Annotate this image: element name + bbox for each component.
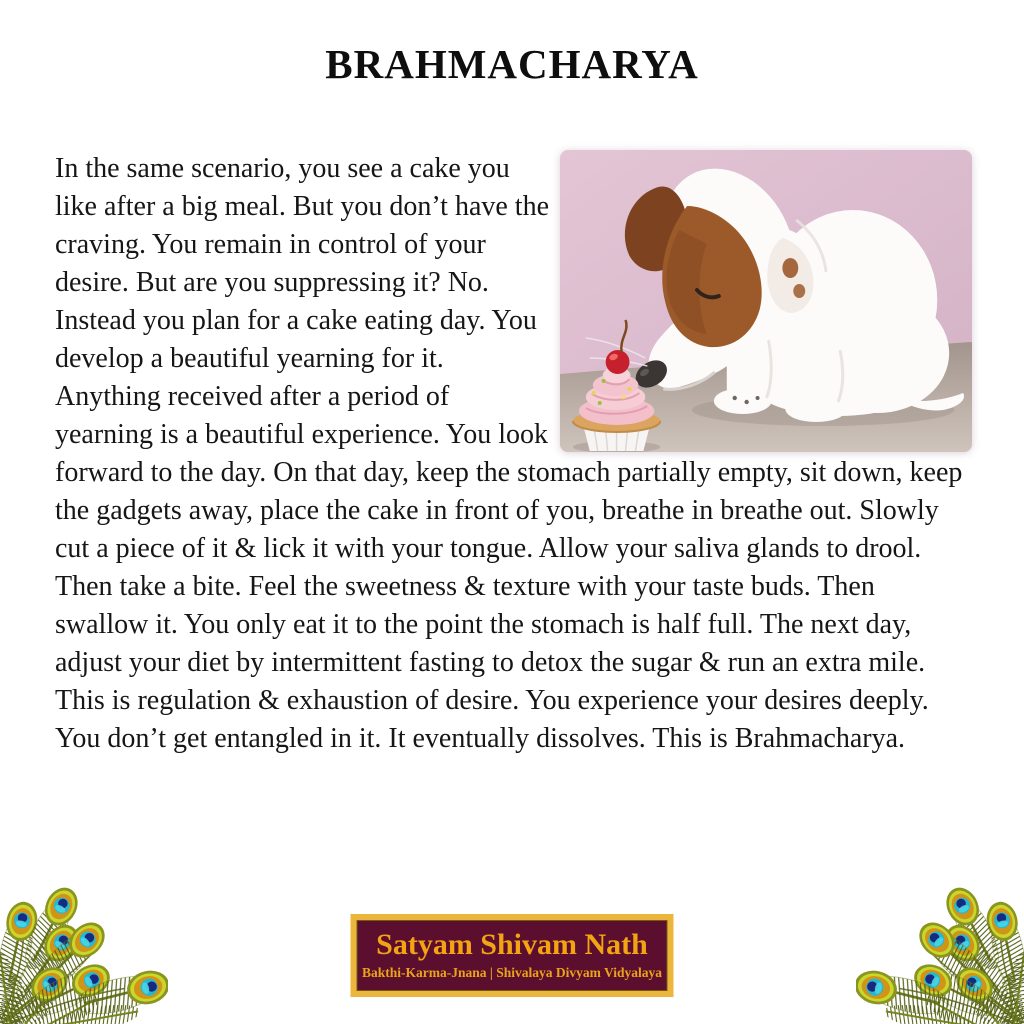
body-paragraph: In the same scenario, you see a cake you like after a big meal. But you don’t have the craving. You remain in control of your desire. But are you suppressing it? No. Instead you plan for a cake eating day. You develop a beautiful yearning for it. Anything received after a period of yearning is a beautiful experience. You look forward to the day. On that day, keep the stomach partially empty, sit down, keep the gadgets away, place the cake in front of you, breathe in breathe out. Slowly cut a piece of it & lick it with your tongue. Allow your saliva glands to drool. Then take a bite. Feel the sweetness & texture with your taste buds. Then swallow it. You only eat it to the point the stomach is half full. The next day, adjust your diet by intermittent fasting to detox the sugar & run an extra mile. This is regulation & exhaustion of desire. You experience your desires deeply. You don’t get entangled in it. It eventually dissolves. This is Brahmacharya. (55, 153, 963, 754)
brand-name: Satyam Shivam Nath (376, 928, 648, 962)
cherry (606, 350, 630, 374)
peacock-feather-decoration-right (856, 874, 1024, 1024)
peacock-feathers-icon (856, 874, 1024, 1024)
article-body (55, 150, 972, 758)
peacock-feathers-icon (0, 874, 168, 1024)
page-title: BRAHMACHARYA (325, 41, 699, 87)
brand-tagline: Bakthi-Karma-Jnana | Shivalaya Divyam Vidyalaya (361, 965, 662, 980)
dog-cupcake-illustration (560, 150, 972, 452)
peacock-feather-decoration-left (0, 874, 168, 1024)
dog-cupcake-photo (560, 150, 972, 452)
brand-banner (351, 914, 674, 997)
